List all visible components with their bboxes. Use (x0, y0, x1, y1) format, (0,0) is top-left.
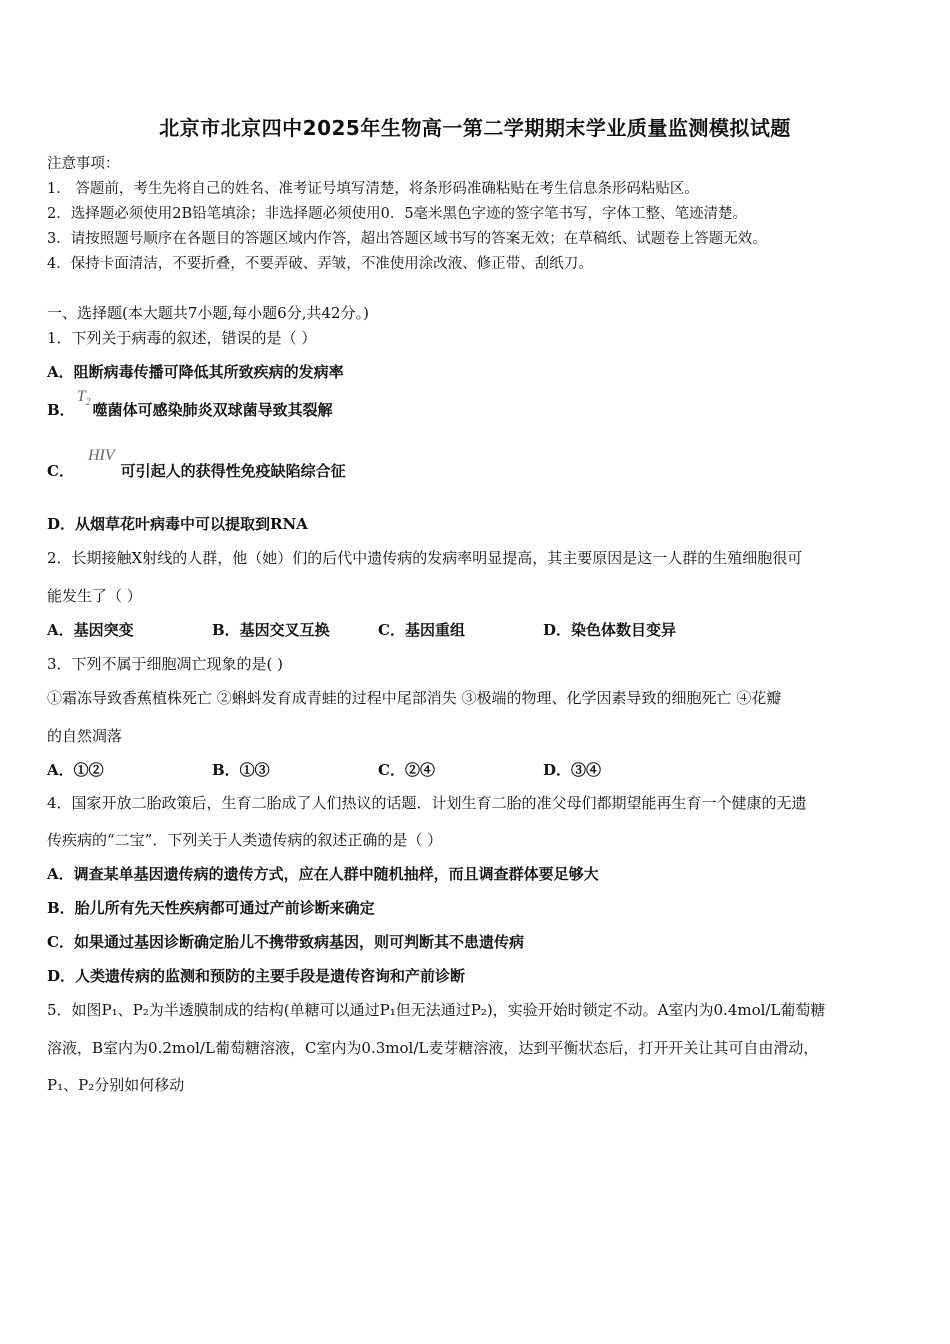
question-5-stem-cont: 溶液，B室内为0.2mol/L葡萄糖溶液，C室内为0.3mol/L麦芽糖溶液，达到平衡状态后，打开开关让其可自由滑动， (47, 1039, 819, 1057)
question-1-option-a: A．阻断病毒传播可降低其所致疾病的发病率 (47, 363, 344, 381)
question-2-stem-cont: 能发生了（ ） (47, 587, 142, 605)
question-1-option-b (47, 388, 906, 420)
notice-item: 1． 答题前，考生先将自己的姓名、准考证号填写清楚，将条形码准确粘贴在考生信息条形码粘贴区。 (47, 181, 699, 197)
option-b: B．①③ (212, 761, 270, 779)
question-3-items-cont: 的自然凋落 (47, 727, 123, 745)
question-3-items: ①霜冻导致香蕉植株死亡 ②蝌蚪发育成青蛙的过程中尾部消失 ③极端的物理、化学因素导致的细胞死亡 ④花瓣 (47, 689, 782, 707)
question-4-option-b: B．胎儿所有先天性疾病都可通过产前诊断来确定 (47, 899, 375, 917)
option-text: 可引起人的获得性免疫缺陷综合征 (120, 462, 346, 480)
section-heading: 一、选择题(本大题共7小题,每小题6分,共42分。) (47, 304, 369, 322)
option-c: C．基因重组 (378, 621, 465, 639)
question-3-stem: 3．下列不属于细胞凋亡现象的是( ) (47, 655, 284, 673)
notice-item: 4．保持卡面清洁，不要折叠，不要弄破、弄皱，不准使用涂改液、修正带、刮纸刀。 (47, 256, 593, 272)
option-d: D．染色体数目变异 (543, 621, 677, 639)
option-text: 噬菌体可感染肺炎双球菌导致其裂解 (92, 401, 333, 419)
question-2-stem: 2．长期接触X射线的人群，他（她）们的后代中遗传病的发病率明显提高，其主要原因是这一人群的生殖细胞很可 (47, 549, 803, 567)
question-5-stem: 5．如图P₁、P₂为半透膜制成的结构(单糖可以通过P₁但无法通过P₂)，实验开始时锁定不动。A室内为0.4mol/L葡萄糖 (47, 1001, 826, 1019)
option-c: C．②④ (378, 761, 435, 779)
question-4-option-a: A．调查某单基因遗传病的遗传方式，应在人群中随机抽样，而且调查群体要足够大 (47, 865, 599, 883)
option-label: B． (47, 401, 75, 419)
question-4-stem-cont: 传疾病的“二宝”．下列关于人类遗传病的叙述正确的是（ ） (47, 831, 443, 849)
question-2-options (47, 619, 676, 640)
question-4-option-c: C．如果通过基因诊断确定胎儿不携带致病基因，则可判断其不患遗传病 (47, 933, 524, 951)
question-3-options (47, 759, 601, 780)
option-label: C． (47, 462, 74, 480)
option-a: A．基因突变 (47, 621, 134, 639)
option-b: B．基因交叉互换 (212, 621, 330, 639)
question-1-stem: 1．下列关于病毒的叙述，错误的是（ ） (47, 329, 317, 347)
question-1-option-c (47, 447, 906, 481)
notice-item: 3．请按照题号顺序在各题目的答题区域内作答，超出答题区域书写的答案无效；在草稿纸、试题卷上答题无效。 (47, 231, 767, 247)
page-title: 北京市北京四中2025年生物高一第二学期期末学业质量监测模拟试题 (159, 116, 791, 140)
notice-item: 2．选择题必须使用2B铅笔填涂；非选择题必须使用0．5毫米黑色字迹的签字笔书写，字体工整、笔迹清楚。 (47, 206, 748, 222)
hiv-symbol: HIV (87, 447, 115, 464)
notice-heading: 注意事项： (47, 156, 120, 172)
t2-symbol: $T_2$ (76, 388, 91, 409)
question-4-stem: 4．国家开放二胎政策后，生育二胎成了人们热议的话题．计划生育二胎的准父母们都期望能再生育一个健康的无遗 (47, 794, 807, 812)
question-1-option-d: D．从烟草花叶病毒中可以提取到RNA (47, 515, 308, 533)
option-a: A．①② (47, 761, 104, 779)
question-4-option-d: D．人类遗传病的监测和预防的主要手段是遗传咨询和产前诊断 (47, 967, 466, 985)
option-d: D．③④ (543, 761, 602, 779)
question-5-stem-cont: P₁、P₂分别如何移动 (47, 1076, 185, 1094)
